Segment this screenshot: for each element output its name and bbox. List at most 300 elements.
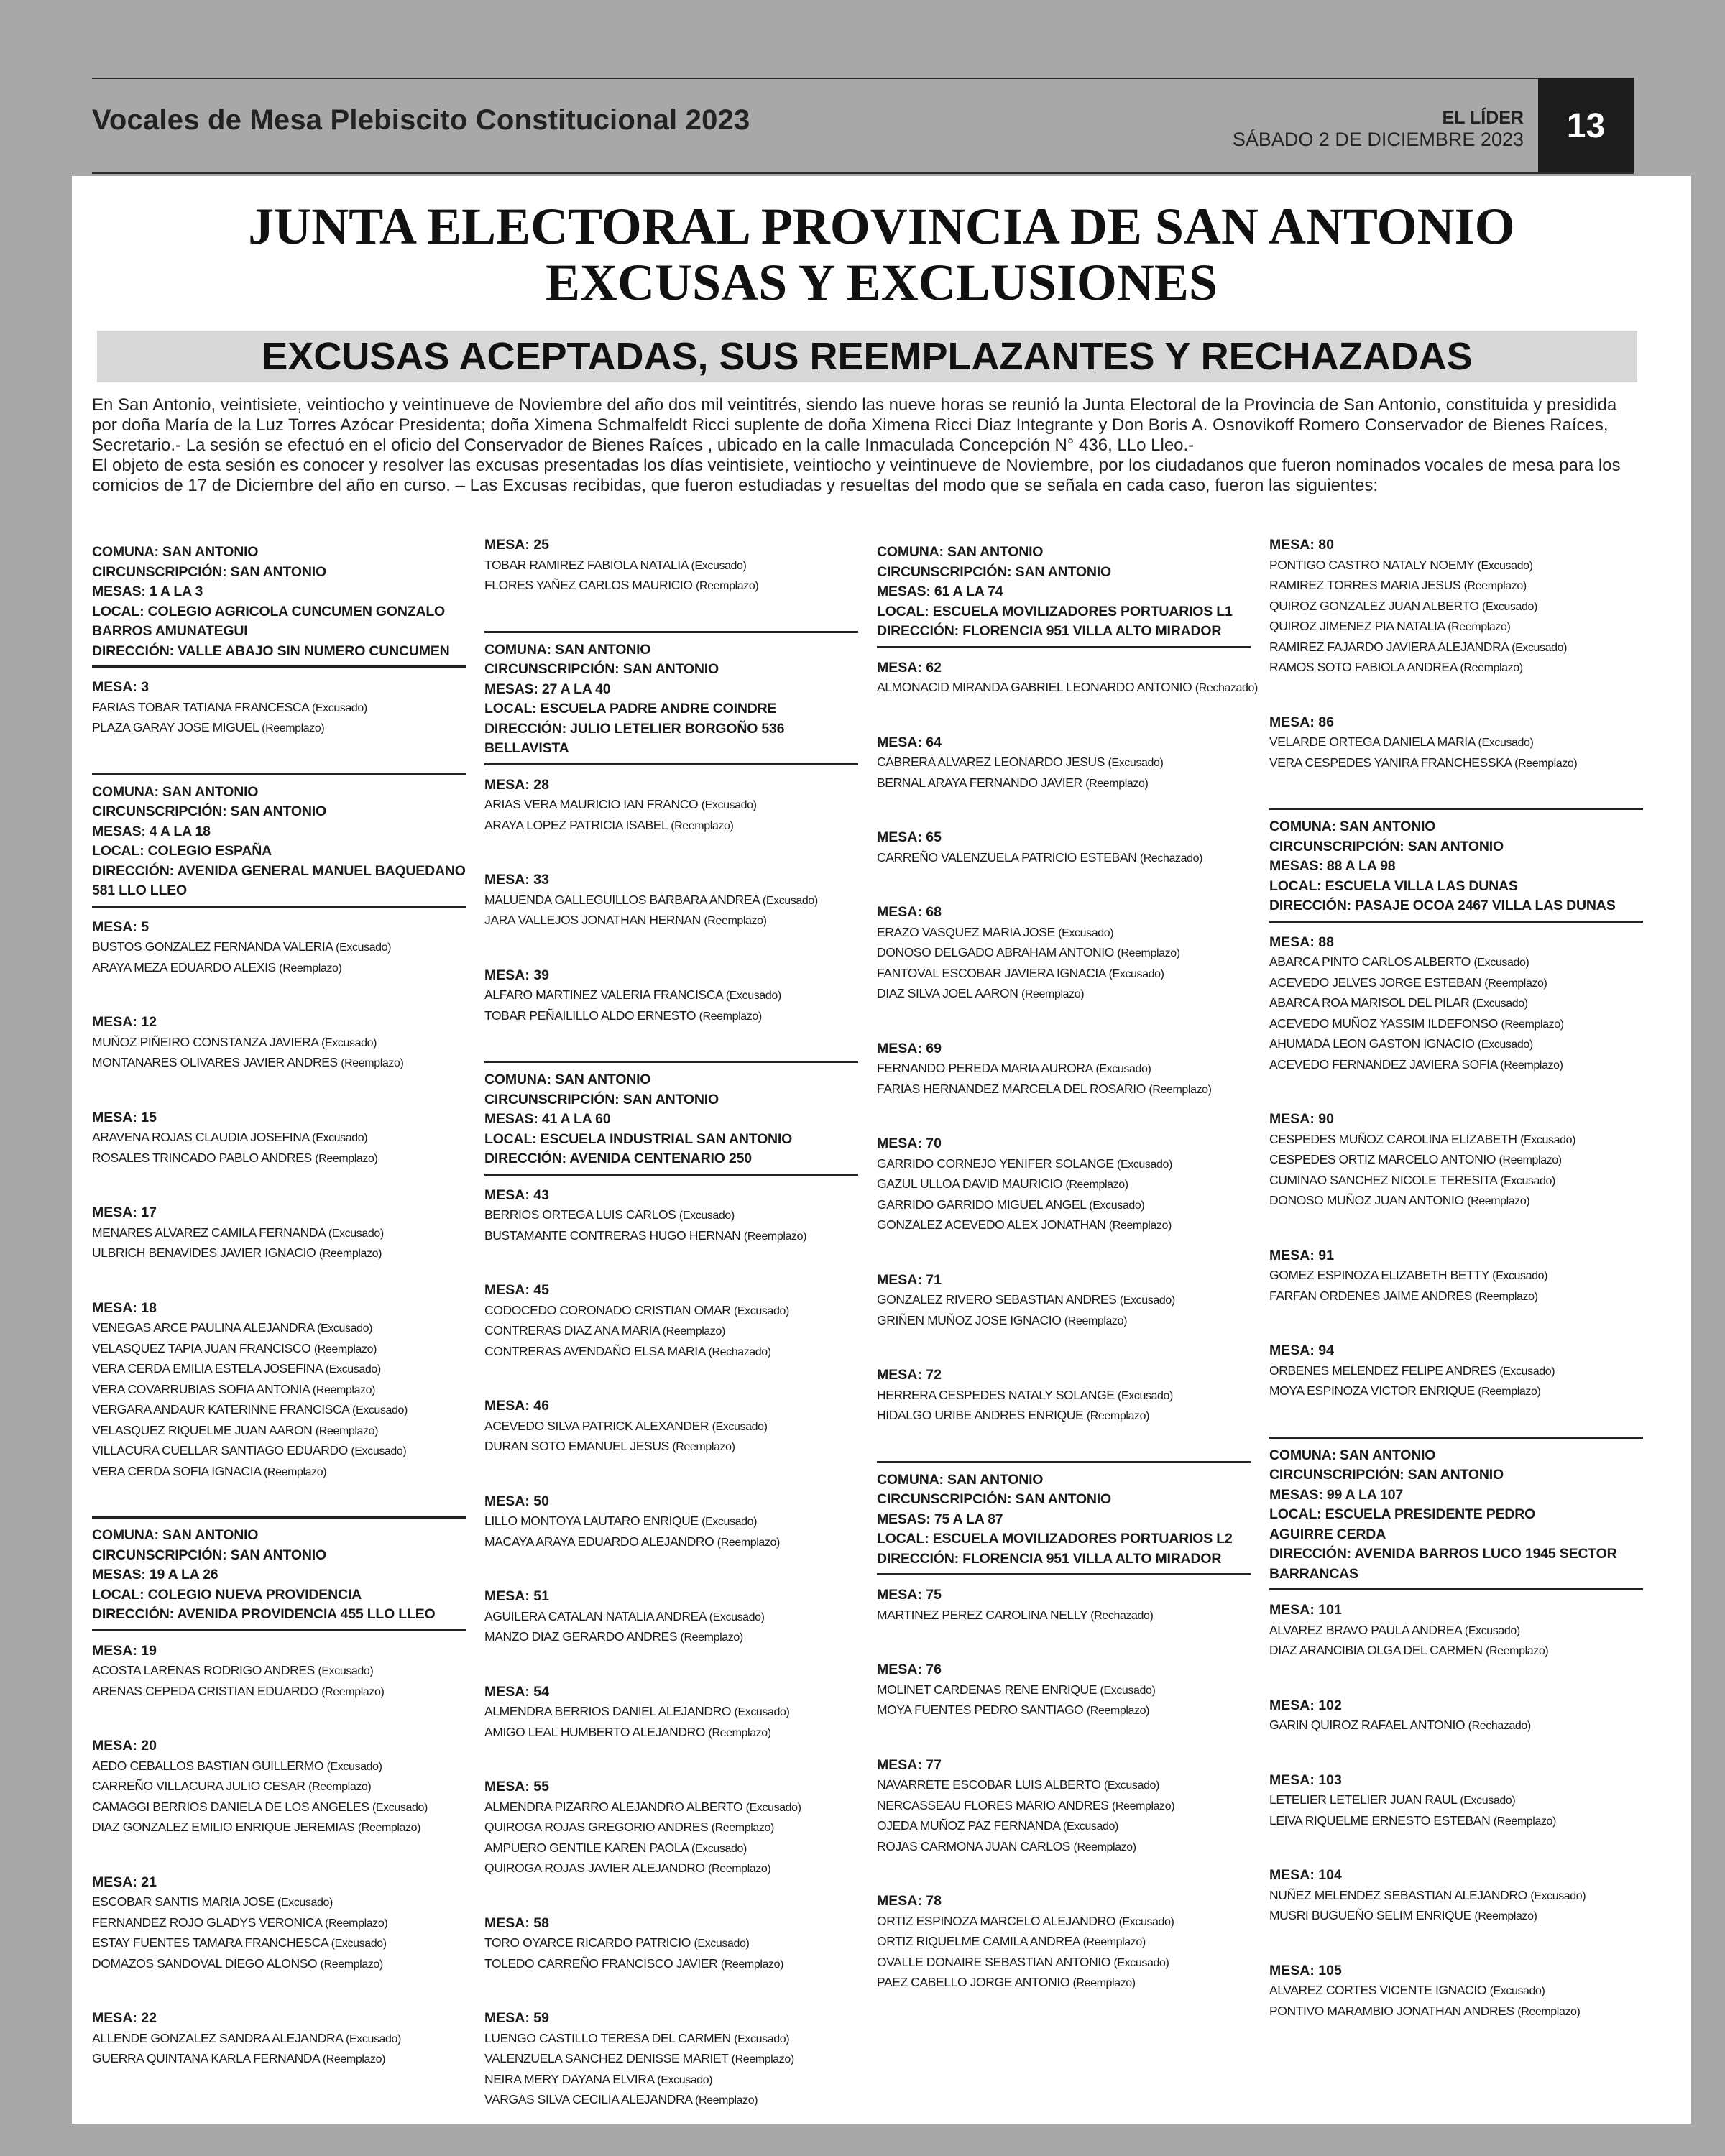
mesa-title: MESA: 58 xyxy=(484,1915,549,1931)
vocal-status: (Excusado) xyxy=(694,1938,750,1950)
vocal-name: MALUENDA GALLEGUILLOS BARBARA ANDREA xyxy=(484,892,760,907)
vocal-entry xyxy=(484,2070,858,2091)
vocal-status: (Reemplazo) xyxy=(1460,662,1523,674)
location-header-line: DIRECCIÓN: JULIO LETELIER BORGOÑO 536 BELLAVISTA xyxy=(484,720,785,756)
vocal-entry xyxy=(484,1702,858,1723)
mesa-title: MESA: 86 xyxy=(1269,714,1334,730)
vocal-name: ESTAY FUENTES TAMARA FRANCHESCA xyxy=(92,1935,328,1950)
vocal-entry xyxy=(484,1797,858,1818)
vocal-entry xyxy=(1269,658,1643,678)
vocal-name: FERNANDO PEREDA MARIA AURORA xyxy=(877,1061,1092,1075)
mesa-block xyxy=(1269,535,1643,678)
mesa-block xyxy=(484,1281,858,1362)
mesa-block xyxy=(484,870,858,931)
vocal-entry xyxy=(92,1797,466,1818)
vocal-entry xyxy=(92,1339,466,1360)
vocal-entry xyxy=(1269,1981,1643,2001)
vocal-status: (Excusado) xyxy=(1089,1199,1145,1212)
vocal-entry xyxy=(92,1318,466,1339)
vocal-name: GONZALEZ ACEVEDO ALEX JONATHAN xyxy=(877,1217,1106,1232)
vocal-name: FANTOVAL ESCOBAR JAVIERA IGNACIA xyxy=(877,965,1106,980)
mesa-title: MESA: 18 xyxy=(92,1299,157,1316)
vocal-status: (Excusado) xyxy=(326,1760,382,1773)
vocal-name: ARENAS CEPEDA CRISTIAN EDUARDO xyxy=(92,1683,318,1698)
mesa-title: MESA: 20 xyxy=(92,1738,157,1754)
vocal-entry xyxy=(484,576,858,596)
vocal-name: ARAYA MEZA EDUARDO ALEXIS xyxy=(92,959,276,975)
vocal-name: CAMAGGI BERRIOS DANIELA DE LOS ANGELES xyxy=(92,1799,369,1814)
vocal-status: (Excusado) xyxy=(311,701,367,714)
vocal-status: (Rechazado) xyxy=(1195,682,1258,694)
vocal-name: CESPEDES ORTIZ MARCELO ANTONIO xyxy=(1269,1152,1496,1166)
vocal-status: (Rechazado) xyxy=(1468,1720,1531,1732)
mesa-block xyxy=(484,1186,858,1247)
vocal-name: LEIVA RIQUELME ERNESTO ESTEBAN xyxy=(1269,1812,1491,1828)
vocal-name: ORTIZ RIQUELME CAMILA ANDREA xyxy=(877,1934,1080,1948)
mesa-block xyxy=(484,535,858,596)
vocal-entry xyxy=(877,1606,1251,1626)
vocal-entry xyxy=(877,773,1251,794)
vocal-entry xyxy=(1269,952,1643,973)
vocal-status: (Excusado) xyxy=(312,1132,368,1144)
vocal-entry xyxy=(484,1342,858,1363)
mesa-block xyxy=(484,1587,858,1648)
vocal-name: HERRERA CESPEDES NATALY SOLANGE xyxy=(877,1387,1115,1402)
vocal-status: (Excusado) xyxy=(372,1801,428,1814)
vocal-entry xyxy=(484,1416,858,1437)
location-header-line: LOCAL: ESCUELA MOVILIZADORES PORTUARIOS L2 xyxy=(877,1531,1233,1547)
vocal-name: TOLEDO CARREÑO FRANCISCO JAVIER xyxy=(484,1955,718,1971)
newspaper-brand: EL LÍDER xyxy=(1442,108,1524,128)
vocal-entry xyxy=(877,1796,1251,1817)
vocal-status: (Reemplazo) xyxy=(1467,1195,1530,1207)
vocal-name: RAMOS SOTO FABIOLA ANDREA xyxy=(1269,660,1458,674)
vocal-entry xyxy=(484,1818,858,1838)
intro-text xyxy=(92,395,1637,496)
mesa-title: MESA: 3 xyxy=(92,679,150,695)
vocal-status: (Excusado) xyxy=(745,1801,801,1814)
vocal-status: (Reemplazo) xyxy=(279,962,342,975)
vocal-status: (Reemplazo) xyxy=(743,1230,807,1243)
mesa-block xyxy=(877,903,1251,1005)
vocal-entry xyxy=(877,848,1251,869)
vocal-status: (Excusado) xyxy=(691,1842,747,1855)
vocal-name: ROSALES TRINCADO PABLO ANDRES xyxy=(92,1150,312,1165)
vocal-name: ALMONACID MIRANDA GABRIEL LEONARDO ANTONIO xyxy=(877,680,1192,694)
vocal-status: (Reemplazo) xyxy=(1500,1059,1563,1072)
vocal-status: (Reemplazo) xyxy=(680,1631,743,1644)
mesa-title: MESA: 91 xyxy=(1269,1247,1334,1263)
vocal-entry xyxy=(877,943,1251,964)
mesa-title: MESA: 65 xyxy=(877,829,942,845)
vocal-entry xyxy=(92,1933,466,1954)
vocal-status: (Excusado) xyxy=(317,1322,373,1335)
vocal-entry xyxy=(877,984,1251,1005)
vocal-name: TORO OYARCE RICARDO PATRICIO xyxy=(484,1935,691,1950)
vocal-name: VILLACURA CUELLAR SANTIAGO EDUARDO xyxy=(92,1443,348,1457)
vocal-name: RAMIREZ FAJARDO JAVIERA ALEJANDRA xyxy=(1269,639,1509,654)
vocal-status: (Reemplazo) xyxy=(699,1010,762,1023)
vocal-name: MARTINEZ PEREZ CAROLINA NELLY xyxy=(877,1607,1087,1622)
vocal-status: (Excusado) xyxy=(1482,600,1537,613)
vocal-entry xyxy=(877,1290,1251,1311)
mesa-title: MESA: 25 xyxy=(484,537,549,553)
vocal-status: (Excusado) xyxy=(734,2032,790,2045)
location-header-line: DIRECCIÓN: PASAJE OCOA 2467 VILLA LAS DUNAS xyxy=(1269,898,1616,913)
vocal-name: ACEVEDO FERNANDEZ JAVIERA SOFIA xyxy=(1269,1056,1497,1072)
publication-date: SÁBADO 2 DE DICIEMBRE 2023 xyxy=(1232,129,1524,150)
vocal-status: (Excusado) xyxy=(351,1445,407,1457)
vocal-status: (Reemplazo) xyxy=(1448,621,1511,633)
vocal-name: PLAZA GARAY JOSE MIGUEL xyxy=(92,720,259,734)
vocal-name: AMPUERO GENTILE KAREN PAOLA xyxy=(484,1840,689,1855)
vocal-entry xyxy=(484,1321,858,1342)
location-header-line: CIRCUNSCRIPCIÓN: SAN ANTONIO xyxy=(92,1547,326,1563)
vocal-entry xyxy=(1269,556,1643,576)
vocal-name: AMIGO LEAL HUMBERTO ALEJANDRO xyxy=(484,1724,706,1739)
vocal-status: (Excusado) xyxy=(321,1036,377,1049)
vocal-name: PONTIVO MARAMBIO JONATHAN ANDRES xyxy=(1269,2003,1514,2018)
vocal-status: (Reemplazo) xyxy=(1474,1910,1537,1922)
mesa-block xyxy=(484,1777,858,1879)
vocal-name: CARREÑO VALENZUELA PATRICIO ESTEBAN xyxy=(877,849,1137,865)
vocal-status: (Excusado) xyxy=(331,1938,387,1950)
vocal-name: TOBAR PEÑAILILLO ALDO ERNESTO xyxy=(484,1008,696,1023)
location-header-line: LOCAL: ESCUELA INDUSTRIAL SAN ANTONIO xyxy=(484,1130,793,1147)
vocal-entry xyxy=(1269,596,1643,617)
vocal-name: ERAZO VASQUEZ MARIA JOSE xyxy=(877,924,1055,939)
vocal-entry xyxy=(484,911,858,931)
mesa-block xyxy=(484,1682,858,1743)
location-header-line: CIRCUNSCRIPCIÓN: SAN ANTONIO xyxy=(484,661,719,677)
vocal-entry xyxy=(92,1359,466,1380)
location-header-line: COMUNA: SAN ANTONIO xyxy=(1269,1447,1436,1463)
vocal-status: (Reemplazo) xyxy=(671,819,734,832)
vocal-name: QUIROZ GONZALEZ JUAN ALBERTO xyxy=(1269,598,1479,613)
vocal-entry xyxy=(92,958,466,979)
vocal-name: FARIAS HERNANDEZ MARCELA DEL ROSARIO xyxy=(877,1081,1146,1096)
vocal-status: (Excusado) xyxy=(1118,1389,1173,1402)
location-header-line: DIRECCIÓN: AVENIDA BARROS LUCO 1945 SECTOR xyxy=(1269,1546,1617,1562)
mesa-block xyxy=(877,1271,1251,1332)
vocal-status: (Reemplazo) xyxy=(1108,1220,1172,1232)
location-header xyxy=(484,631,858,765)
location-header-line: MESAS: 27 A LA 40 xyxy=(484,681,611,697)
vocal-entry xyxy=(1269,1286,1643,1307)
vocal-name: ABARCA PINTO CARLOS ALBERTO xyxy=(1269,954,1471,969)
vocal-entry xyxy=(92,1380,466,1401)
vocal-status: (Excusado) xyxy=(712,1420,768,1433)
mesa-title: MESA: 88 xyxy=(1269,934,1334,950)
vocal-status: (Reemplazo) xyxy=(1064,1314,1128,1327)
vocal-name: GUERRA QUINTANA KARLA FERNANDA xyxy=(92,2051,320,2065)
location-header-line: COMUNA: SAN ANTONIO xyxy=(484,641,651,658)
vocal-status: (Reemplazo) xyxy=(1501,1018,1564,1031)
vocal-status: (Excusado) xyxy=(1473,957,1530,969)
location-header-line: MESAS: 99 A LA 107 xyxy=(1269,1486,1404,1503)
vocal-name: MONTANARES OLIVARES JAVIER ANDRES xyxy=(92,1055,338,1069)
location-header xyxy=(1269,1437,1643,1591)
vocal-entry xyxy=(1269,1266,1643,1286)
vocal-entry xyxy=(1269,1150,1643,1171)
vocal-entry xyxy=(92,1441,466,1462)
vocal-entry xyxy=(484,985,858,1006)
vocal-status: (Excusado) xyxy=(1500,1174,1555,1187)
vocal-name: NUÑEZ MELENDEZ SEBASTIAN ALEJANDRO xyxy=(1269,1887,1527,1902)
vocal-entry xyxy=(484,1933,858,1954)
vocal-status: (Excusado) xyxy=(734,1706,790,1718)
vocal-name: DIAZ ARANCIBIA OLGA DEL CARMEN xyxy=(1269,1643,1483,1657)
location-header-line: LOCAL: COLEGIO NUEVA PROVIDENCIA xyxy=(92,1586,362,1603)
location-header-line: MESAS: 88 A LA 98 xyxy=(1269,858,1396,874)
location-header-line: CIRCUNSCRIPCIÓN: SAN ANTONIO xyxy=(1269,1467,1504,1483)
location-header-line: BARROS AMUNATEGUI xyxy=(92,623,248,639)
mesa-title: MESA: 28 xyxy=(484,776,549,793)
location-header-line: COMUNA: SAN ANTONIO xyxy=(1269,819,1436,834)
vocal-status: (Excusado) xyxy=(657,2073,713,2086)
vocal-status: (Rechazado) xyxy=(708,1345,771,1358)
mesa-title: MESA: 17 xyxy=(92,1204,157,1220)
vocal-name: ARAYA LOPEZ PATRICIA ISABEL xyxy=(484,817,668,832)
location-header-line: MESAS: 1 A LA 3 xyxy=(92,584,203,599)
vocal-status: (Reemplazo) xyxy=(322,2053,386,2065)
location-header xyxy=(484,1061,858,1176)
vocal-status: (Reemplazo) xyxy=(1117,947,1180,959)
vocal-status: (Reemplazo) xyxy=(711,1822,774,1834)
mesa-title: MESA: 22 xyxy=(92,2010,157,2026)
vocal-entry xyxy=(877,1912,1251,1932)
vocal-name: GARIN QUIROZ RAFAEL ANTONIO xyxy=(1269,1718,1466,1732)
vocal-name: TOBAR RAMIREZ FABIOLA NATALIA xyxy=(484,557,689,572)
vocal-name: FARIAS TOBAR TATIANA FRANCESCA xyxy=(92,699,309,714)
vocal-name: NEIRA MERY DAYANA ELVIRA xyxy=(484,2071,654,2086)
vocal-entry xyxy=(1269,1034,1643,1055)
vocal-entry xyxy=(92,1954,466,1975)
vocal-status: (Excusado) xyxy=(1477,559,1533,572)
vocal-status: (Reemplazo) xyxy=(1086,1410,1149,1422)
vocal-status: (Reemplazo) xyxy=(321,1685,385,1698)
vocal-status: (Excusado) xyxy=(1119,1294,1175,1307)
vocal-entry xyxy=(1269,1381,1643,1402)
mesa-title: MESA: 51 xyxy=(484,1588,549,1604)
vocal-entry xyxy=(92,698,466,719)
mesa-block xyxy=(484,966,858,1027)
vocal-status: (Reemplazo) xyxy=(708,1726,771,1739)
vocal-entry xyxy=(484,1858,858,1879)
mesa-block xyxy=(877,1039,1251,1100)
location-header-line: DIRECCIÓN: AVENIDA PROVIDENCIA 455 LLO LLEO xyxy=(92,1606,436,1622)
vocal-status: (Excusado) xyxy=(678,1210,735,1222)
vocal-status: (Reemplazo) xyxy=(717,1536,780,1549)
mesa-title: MESA: 75 xyxy=(877,1587,942,1603)
vocal-entry xyxy=(92,1756,466,1777)
vocal-status: (Reemplazo) xyxy=(731,2053,794,2065)
vocal-entry xyxy=(1269,617,1643,637)
vocal-entry xyxy=(1269,753,1643,774)
vocal-entry xyxy=(877,1174,1251,1195)
vocal-status: (Excusado) xyxy=(1492,1270,1548,1282)
vocal-entry xyxy=(1269,973,1643,994)
vocal-entry xyxy=(1269,1811,1643,1832)
location-header-line: 581 LLO LLEO xyxy=(92,883,187,898)
location-header-line: LOCAL: ESCUELA PADRE ANDRE COINDRE xyxy=(484,701,777,717)
location-header-line: DIRECCIÓN: FLORENCIA 951 VILLA ALTO MIRADOR xyxy=(877,1550,1222,1567)
vocal-status: (Reemplazo) xyxy=(325,1917,388,1930)
vocal-entry xyxy=(1269,637,1643,658)
vocal-status: (Excusado) xyxy=(1464,1624,1520,1637)
mesa-title: MESA: 33 xyxy=(484,872,549,888)
location-header-line: COMUNA: SAN ANTONIO xyxy=(877,544,1044,560)
location-header-line: COMUNA: SAN ANTONIO xyxy=(92,1527,259,1543)
mesa-title: MESA: 101 xyxy=(1269,1602,1342,1618)
vocal-entry xyxy=(484,1627,858,1648)
mesa-title: MESA: 80 xyxy=(1269,537,1334,553)
vocal-status: (Excusado) xyxy=(1113,1956,1169,1969)
vocal-status: (Reemplazo) xyxy=(672,1441,735,1453)
location-header-line: BARRANCAS xyxy=(1269,1565,1358,1582)
mesa-block xyxy=(484,1914,858,1975)
vocal-entry xyxy=(484,1437,858,1457)
vocal-status: (Reemplazo) xyxy=(1065,1179,1128,1191)
vocal-entry xyxy=(877,1932,1251,1953)
vocal-name: VELASQUEZ TAPIA JUAN FRANCISCO xyxy=(92,1340,311,1355)
vocal-entry xyxy=(877,1215,1251,1236)
vocal-name: OJEDA MUÑOZ PAZ FERNANDA xyxy=(877,1818,1060,1833)
vocal-status: (Excusado) xyxy=(733,1304,789,1317)
location-header xyxy=(92,773,466,908)
vocal-name: FERNANDEZ ROJO GLADYS VERONICA xyxy=(92,1915,322,1930)
vocal-status: (Excusado) xyxy=(1499,1365,1555,1378)
vocal-name: MOYA FUENTES PEDRO SANTIAGO xyxy=(877,1703,1084,1717)
vocal-name: GOMEZ ESPINOZA ELIZABETH BETTY xyxy=(1269,1268,1489,1282)
vocal-status: (Excusado) xyxy=(336,941,392,954)
vocal-name: CONTRERAS AVENDAÑO ELSA MARIA xyxy=(484,1343,706,1358)
vocal-status: (Reemplazo) xyxy=(262,722,325,734)
masthead xyxy=(1233,108,1524,151)
mesa-title: MESA: 19 xyxy=(92,1642,157,1659)
vocal-name: BUSTAMANTE CONTRERAS HUGO HERNAN xyxy=(484,1227,741,1243)
mesa-block xyxy=(877,1660,1251,1721)
vocal-entry xyxy=(484,1205,858,1226)
mesa-block xyxy=(1269,1600,1643,1662)
vocal-status: (Reemplazo) xyxy=(308,1781,372,1793)
vocal-name: ACEVEDO MUÑOZ YASSIM ILDEFONSO xyxy=(1269,1015,1498,1031)
vocal-name: ABARCA ROA MARISOL DEL PILAR xyxy=(1269,995,1470,1010)
vocal-entry xyxy=(92,1223,466,1244)
vocal-status: (Reemplazo) xyxy=(1475,1290,1538,1303)
vocal-entry xyxy=(92,1818,466,1838)
vocal-name: GRIÑEN MUÑOZ JOSE IGNACIO xyxy=(877,1312,1062,1327)
mesa-block xyxy=(1269,1246,1643,1307)
vocal-name: MENARES ALVAREZ CAMILA FERNANDA xyxy=(92,1225,326,1240)
mesa-block xyxy=(877,1365,1251,1427)
main-title: JUNTA ELECTORAL PROVINCIA DE SAN ANTONIO xyxy=(248,198,1515,255)
location-header-line: DIRECCIÓN: VALLE ABAJO SIN NUMERO CUNCUMEN xyxy=(92,642,450,659)
location-header-line: AGUIRRE CERDA xyxy=(1269,1526,1386,1542)
location-header xyxy=(92,543,466,668)
vocal-status: (Excusado) xyxy=(1100,1684,1156,1697)
location-header-line: LOCAL: COLEGIO ESPAÑA xyxy=(92,843,272,859)
vocal-entry xyxy=(92,1777,466,1797)
vocal-status: (Excusado) xyxy=(702,1516,758,1528)
location-header-line: CIRCUNSCRIPCIÓN: SAN ANTONIO xyxy=(484,1091,719,1107)
vocal-name: MOLINET CARDENAS RENE ENRIQUE xyxy=(877,1682,1098,1697)
vocal-name: FLORES YAÑEZ CARLOS MAURICIO xyxy=(484,578,693,592)
vocal-status: (Reemplazo) xyxy=(315,1152,378,1165)
mesa-title: MESA: 77 xyxy=(877,1756,942,1773)
vocal-name: CONTRERAS DIAZ ANA MARIA xyxy=(484,1323,660,1337)
mesa-block xyxy=(484,1492,858,1553)
vocal-name: CARREÑO VILLACURA JULIO CESAR xyxy=(92,1779,305,1793)
mesa-title: MESA: 54 xyxy=(484,1683,549,1700)
vocal-name: MACAYA ARAYA EDUARDO ALEJANDRO xyxy=(484,1534,714,1549)
vocal-status: (Excusado) xyxy=(1512,641,1568,654)
vocal-name: MUÑOZ PIÑEIRO CONSTANZA JAVIERA xyxy=(92,1034,318,1049)
vocal-status: (Reemplazo) xyxy=(315,1424,379,1437)
page-number: 13 xyxy=(1538,78,1634,174)
vocal-status: (Excusado) xyxy=(691,559,747,572)
vocal-name: CABRERA ALVAREZ LEONARDO JESUS xyxy=(877,755,1105,769)
vocal-status: (Reemplazo) xyxy=(1149,1083,1212,1096)
vocal-status: (Reemplazo) xyxy=(1478,1386,1541,1398)
vocal-name: GARRIDO GARRIDO MIGUEL ANGEL xyxy=(877,1197,1086,1212)
location-header xyxy=(92,1516,466,1631)
mesa-title: MESA: 15 xyxy=(92,1109,157,1125)
mesa-title: MESA: 90 xyxy=(1269,1111,1334,1127)
location-header-line: CIRCUNSCRIPCIÓN: SAN ANTONIO xyxy=(877,1491,1111,1507)
vocal-status: (Excusado) xyxy=(1477,1038,1533,1051)
vocal-name: ALFARO MARTINEZ VALERIA FRANCISCA xyxy=(484,987,723,1002)
vocal-entry xyxy=(1269,1906,1643,1927)
vocal-status: (Excusado) xyxy=(1489,1985,1545,1997)
location-header-line: LOCAL: COLEGIO AGRICOLA CUNCUMEN GONZALO xyxy=(92,603,446,619)
vocal-name: BERNAL ARAYA FERNANDO JAVIER xyxy=(877,775,1082,790)
vocal-entry xyxy=(877,1154,1251,1175)
mesa-block xyxy=(877,1134,1251,1236)
vocal-status: (Reemplazo) xyxy=(704,915,767,927)
vocal-status: (Excusado) xyxy=(1117,1158,1172,1171)
vocal-entry xyxy=(484,1838,858,1859)
vocal-name: QUIROGA ROJAS JAVIER ALEJANDRO xyxy=(484,1861,705,1875)
intro-paragraph-1: En San Antonio, veintisiete, veintiocho y veintinueve de Noviembre del año dos mil veintitrés, siendo las nueve horas se reunió la Junta Electoral de la Provincia de San Antonio, constituida y presidida por doña María de la Luz Torres Azócar Presidenta; doña Ximena Schmalfeldt Ricci suplente de doña Ximena Ricci Diaz Integrante y Don Boris A. Osnovikoff Romero Conservador de Bienes Raíces, Secretario.- La sesión se efectuó en el oficio del Conservador de Bienes Raíces , ubicado en la calle Inmaculada Concepción N° 436, LLo Lleo.- xyxy=(92,395,1617,455)
location-header-line: CIRCUNSCRIPCIÓN: SAN ANTONIO xyxy=(92,803,326,819)
vocal-name: VENEGAS ARCE PAULINA ALEJANDRA xyxy=(92,1320,314,1335)
mesa-block xyxy=(877,1585,1251,1626)
vocal-name: ARIAS VERA MAURICIO IAN FRANCO xyxy=(484,797,699,811)
vocal-name: VELARDE ORTEGA DANIELA MARIA xyxy=(1269,734,1476,749)
location-header-line: CIRCUNSCRIPCIÓN: SAN ANTONIO xyxy=(1269,838,1504,854)
location-header-line: LOCAL: ESCUELA VILLA LAS DUNAS xyxy=(1269,877,1518,894)
mesa-title: MESA: 21 xyxy=(92,1874,157,1890)
vocal-entry xyxy=(92,937,466,958)
mesa-title: MESA: 12 xyxy=(92,1014,157,1030)
vocal-name: CESPEDES MUÑOZ CAROLINA ELIZABETH xyxy=(1269,1131,1517,1146)
vocal-name: VERGARA ANDAUR KATERINNE FRANCISCA xyxy=(92,1402,349,1416)
vocal-name: ALLENDE GONZALEZ SANDRA ALEJANDRA xyxy=(92,2030,343,2045)
mesa-block xyxy=(1269,933,1643,1076)
mesa-title: MESA: 103 xyxy=(1269,1772,1342,1788)
mesa-block xyxy=(1269,1341,1643,1402)
vocal-status: (Reemplazo) xyxy=(720,1958,784,1971)
location-header-line: DIRECCIÓN: AVENIDA CENTENARIO 250 xyxy=(484,1151,752,1166)
vocal-name: ROJAS CARMONA JUAN CARLOS xyxy=(877,1838,1071,1853)
mesa-title: MESA: 94 xyxy=(1269,1342,1334,1358)
vocal-name: BERRIOS ORTEGA LUIS CARLOS xyxy=(484,1207,676,1222)
vocal-entry xyxy=(92,1053,466,1074)
vocal-entry xyxy=(1269,1171,1643,1192)
vocal-entry xyxy=(92,1400,466,1421)
vocal-name: VERA CERDA EMILIA ESTELA JOSEFINA xyxy=(92,1361,323,1376)
